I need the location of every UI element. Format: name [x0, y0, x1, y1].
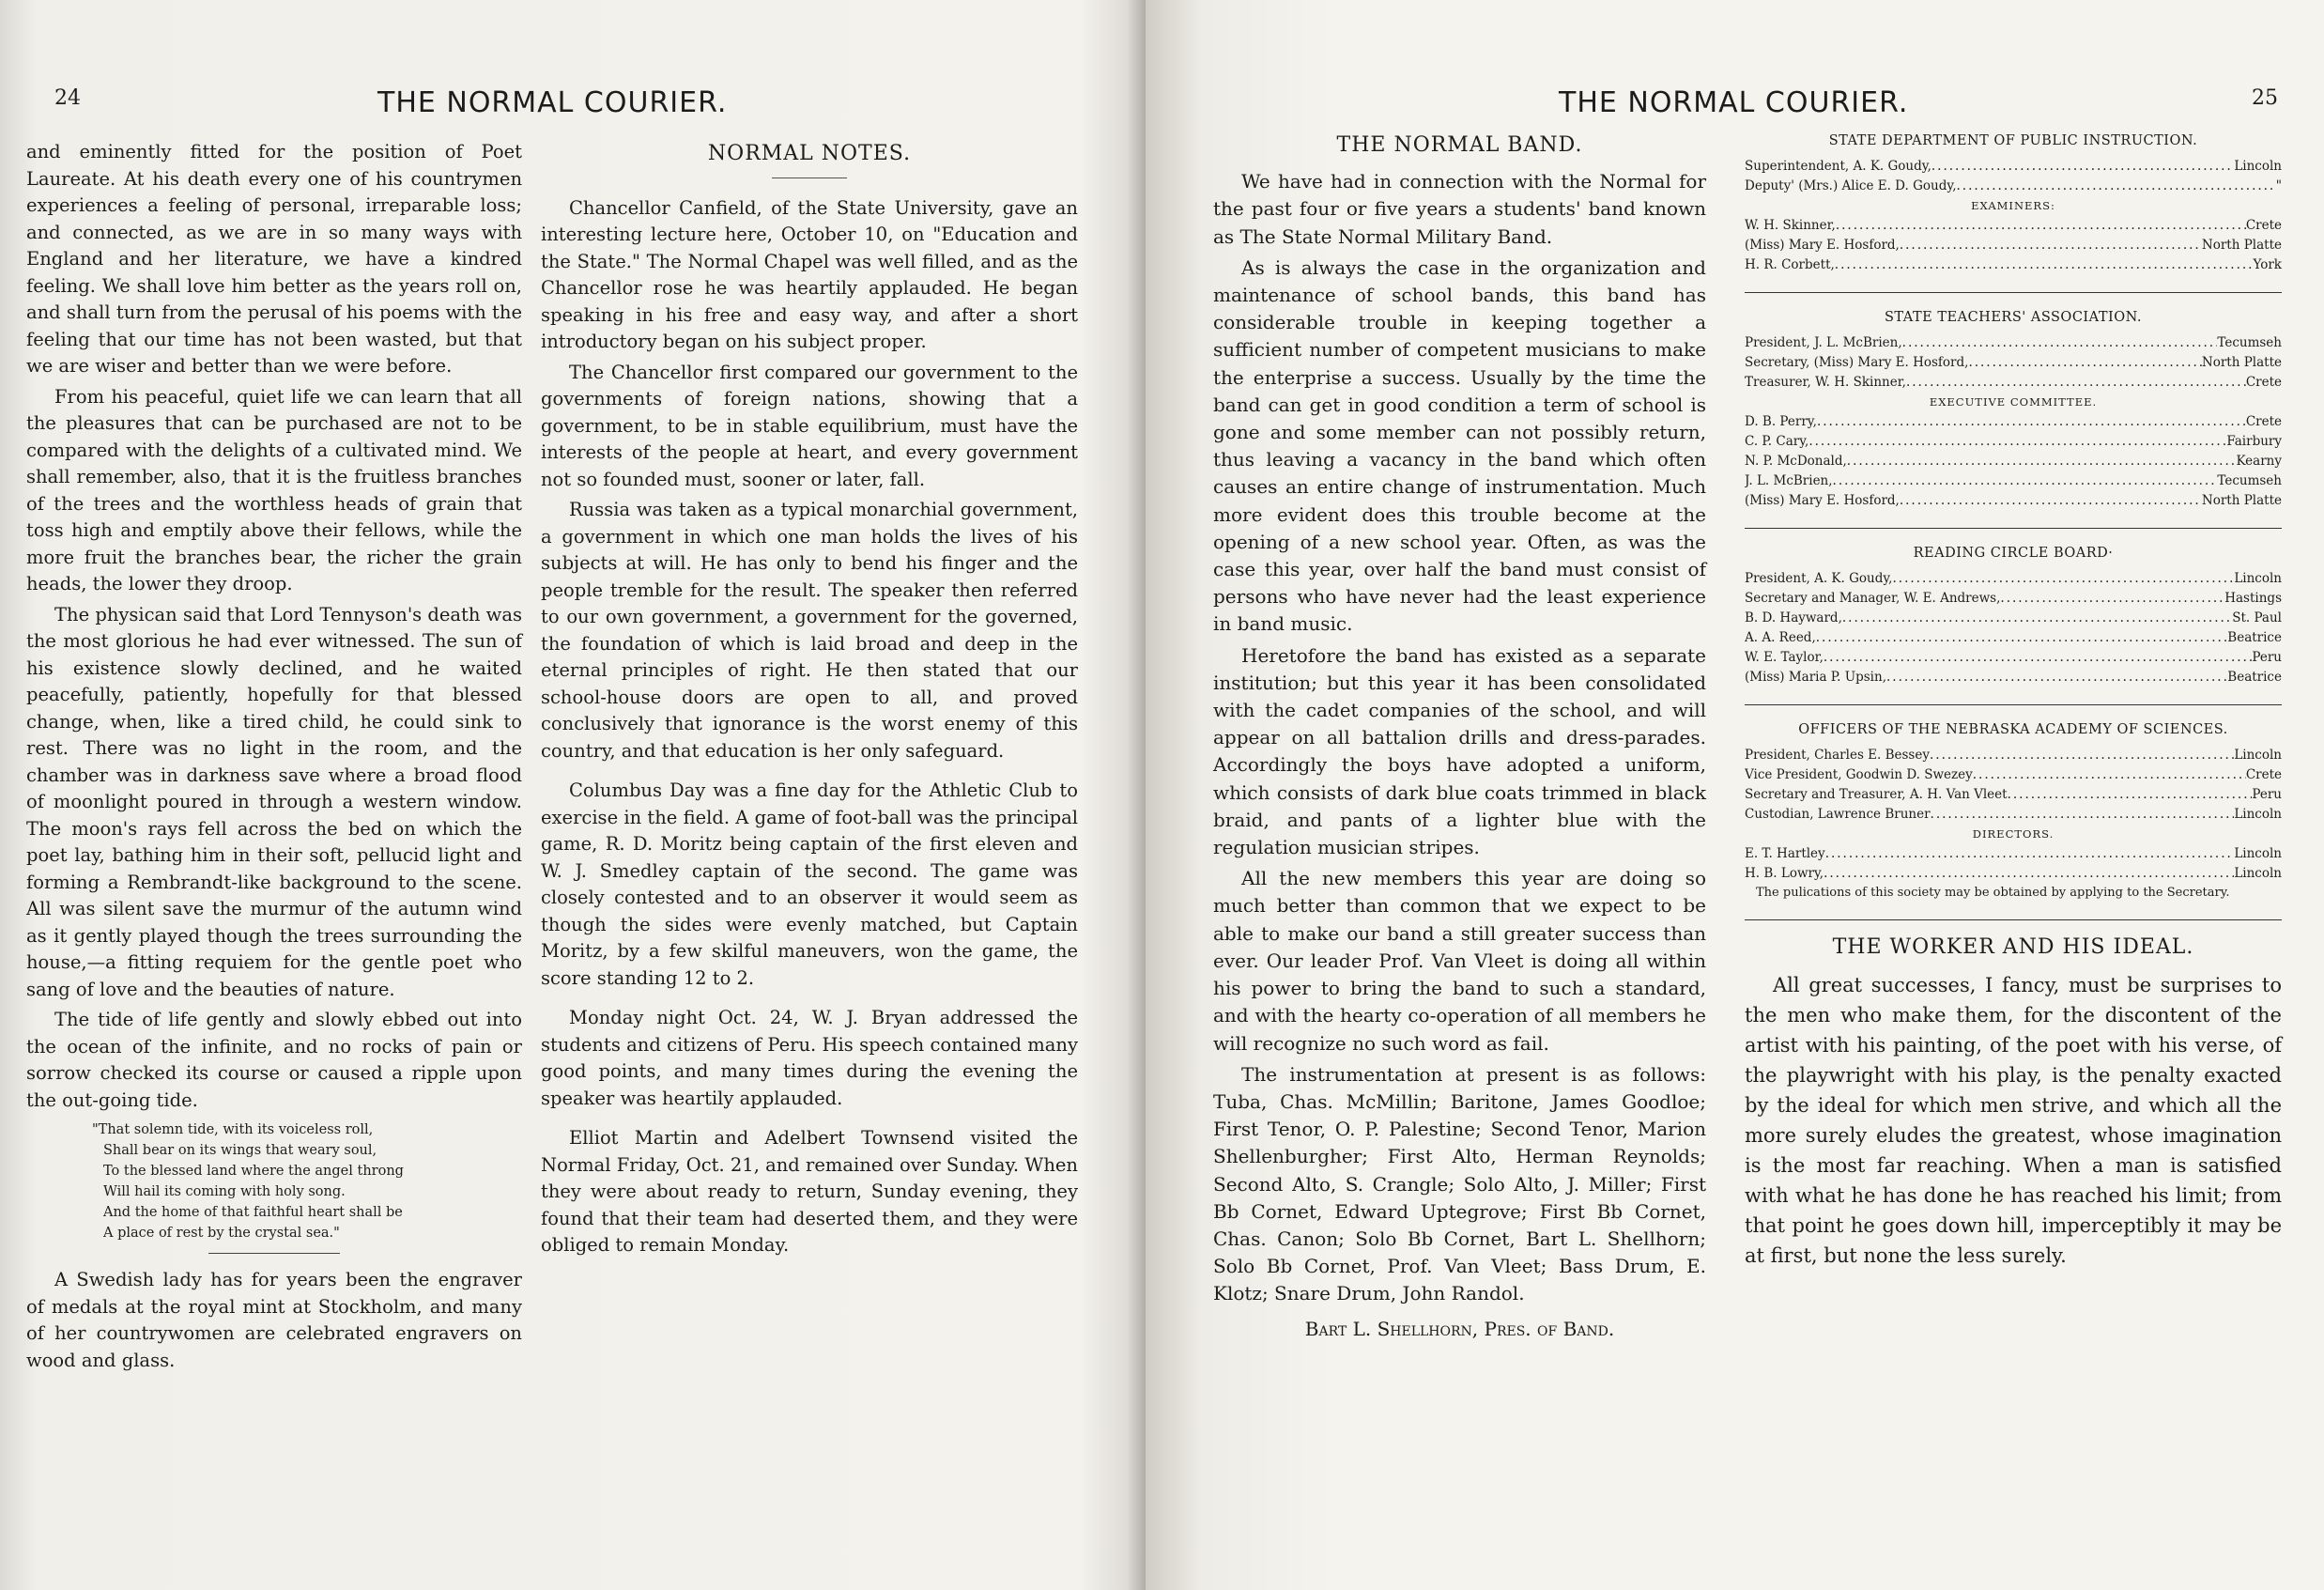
paragraph: The physican said that Lord Tennyson's death was the most glorious he had ever witnessed. The sun of his existence slowly declined, and he waited peacefully, patiently, hopefully for that blessed change, when, like a tired child, he could sink to rest. There was no light in the room, and the chamber was in darkness save where a broad flood of moonlight poured in through a western window. The moon's rays fell across the bed on which the poet lay, bathing him in their soft, pellucid light and forming a Rembrandt-like background to the scene. All was silent save the murmur of the autumn wind as it gently played though the trees surrounding the house,—a fitting requiem for the gentle poet who sang of love and the beauties of nature. — [26, 603, 522, 1000]
directory-row: Secretary and Treasurer, A. H. Van Vleet ..... Peru — [1745, 785, 2282, 805]
paragraph: All great successes, I fancy, must be surprises to the men who make them, for the discontent of the artist with his painting, of the poet with his verse, of the playwright with his play, is the penalty exacted by the ideal for which men strive, and which all the more surely eludes the greatest, whose imagination is the most far reaching. When a man is satisfied with what he has done he has reached his limit; from that point he goes down hill, imperceptibly it may be at first, but none the less surely. — [1745, 974, 2282, 1267]
poem — [26, 1119, 522, 1243]
paragraph: As is always the case in the organization and maintenance of school bands, this band has considerable trouble in keeping together a sufficient number of competent musicians to make the enterprise a success. Usually by the time the band can get in good condition a term of school is gone and some member can not possibly return, thus leaving a vacancy in the band which often causes an entire change of instrumentation. Much more evident does this trouble become at the opening of a new school year. Often, as was the case this year, over half the band must consist of persons who have never had the least experience in band music. — [1213, 255, 1706, 636]
paragraph: All the new members this year are doing so much better than common that we expect to be able to make our band a still greater success than ever. Our leader Prof. Van Vleet is doing all within his power to bring the band to such a standard, and with the hearty co-operation of all members he will recognize no such word as fail. — [1213, 867, 1706, 1055]
directory-row: Custodian, Lawrence Bruner ..... Lincoln — [1745, 805, 2282, 825]
right-column — [1745, 131, 2282, 1271]
directory-row: President, A. K. Goudy, ..... Lincoln — [1745, 569, 2282, 589]
section-title: NORMAL NOTES. — [707, 142, 912, 165]
directory-row: B. D. Hayward, ..... St. Paul — [1745, 609, 2282, 628]
block-title: OFFICERS OF THE NEBRASKA ACADEMY OF SCIENCES. — [1798, 722, 2228, 737]
directory-row: W. H. Skinner, ..... Crete — [1745, 216, 2282, 236]
signature: Bart L. Shellhorn, Pres. of Band. — [1304, 1317, 1615, 1340]
worker-article — [1745, 970, 2282, 1271]
page-header: THE NORMAL COURIER. — [377, 86, 728, 119]
divider — [1745, 292, 2282, 293]
directory-row: C. P. Cary, ..... Fairbury — [1745, 432, 2282, 452]
paragraph: Columbus Day was a fine day for the Athletic Club to exercise in the field. A game of foot-ball was the principal game, R. D. Moritz being captain of the first eleven and W. J. Smedley captain of the second. The game was closely contested and to an observer it would seem as though the sides were evenly matched, but Captain Moritz, by a few skilful maneuvers, won the game, the score standing 12 to 2. — [541, 780, 1078, 989]
directory-row: N. P. McDonald, ..... Kearny — [1745, 452, 2282, 471]
directory-row: H. B. Lowry, ..... Lincoln — [1745, 864, 2282, 884]
paragraph: Monday night Oct. 24, W. J. Bryan addressed the students and citizens of Peru. His speech contained many good points, and many times during the evening the speaker was heartily applauded. — [541, 1007, 1078, 1109]
directory-row: Superintendent, A. K. Goudy, ..... Lincoln — [1745, 157, 2282, 177]
paragraph: From his peaceful, quiet life we can learn that all the pleasures that can be purchased are not to be compared with the delights of a cultivated mind. We shall remember, also, that it is the fruitless branches of the trees and the worthless heads of grain that toss high and emptily above their fellows, while the more fruit the branches bear, the richer the grain heads, the lower they droop. — [26, 385, 522, 594]
left-page — [0, 0, 1146, 1590]
poem-line: Shall bear on its wings that weary soul, — [103, 1143, 377, 1158]
right-page — [1146, 0, 2324, 1590]
normal-band-column — [1213, 131, 1706, 1343]
directory-row: (Miss) Maria P. Upsin, ..... Beatrice — [1745, 668, 2282, 687]
block-title: READING CIRCLE BOARD· — [1913, 546, 2114, 561]
directory-row: A. A. Reed, ..... Beatrice — [1745, 628, 2282, 648]
paragraph: We have had in connection with the Normal for the past four or five years a students' band known as The State Normal Military Band. — [1213, 170, 1706, 248]
directory-row: D. B. Perry, ..... Crete — [1745, 412, 2282, 432]
divider — [1745, 528, 2282, 529]
directory-row: Vice President, Goodwin D. Swezey ..... Crete — [1745, 765, 2282, 785]
paragraph: Chancellor Canfield, of the State University, gave an interesting lecture here, October 10, on "Education and the State." The Normal Chapel was well filled, and as the Chancellor rose he was heartily applauded. He began speaking in his free and easy way, and after a short introductory began on his subject proper. — [541, 196, 1078, 352]
reading-circle-block — [1745, 544, 2282, 687]
directory-row: Deputy' (Mrs.) Alice E. D. Goudy, ..... " — [1745, 177, 2282, 196]
directory-row: President, Charles E. Bessey ..... Lincoln — [1745, 746, 2282, 765]
directory-row: W. E. Taylor, ..... Peru — [1745, 648, 2282, 668]
directory-row: J. L. McBrien, ..... Tecumseh — [1745, 471, 2282, 491]
block-title: STATE TEACHERS' ASSOCIATION. — [1885, 310, 2142, 325]
directory-row: E. T. Hartley ..... Lincoln — [1745, 844, 2282, 864]
directory — [1745, 131, 2282, 920]
divider — [208, 1253, 340, 1254]
divider — [1745, 919, 2282, 920]
paragraph: Russia was taken as a typical monarchial government, a government in which one man holds the lives of his subjects at will. He has only to bend his finger and the people tremble for the result. The speaker then referred to our own government, a government for the governed, the foundation of which is laid broad and deep in the eternal principles of right. He then stated that our school-house doors are open to all, and proved conclusively that ignorance is the worst enemy of this country, and that education is her only safeguard. — [541, 499, 1078, 762]
paragraph: The Chancellor first compared our government to the governments of foreign nations, showing that a government, to be in stable equilibrium, must have the interests of the people at heart, and every government not so founded must, sooner or later, fall. — [541, 361, 1078, 490]
paragraph: A Swedish lady has for years been the engraver of medals at the royal mint at Stockholm, and many of her countrywomen are celebrated engravers on wood and glass. — [26, 1269, 522, 1371]
paragraph: and eminently fitted for the position of Poet Laureate. At his death every one of his countrymen experiences a feeling of personal, irreparable loss; and connected, as we are in so many ways with England and her literature, we have a kindred feeling. We shall love him better as the years roll on, and shall turn from the perusal of his poems with the feeling that our time has not been wasted, but that we are wiser and better than we were before. — [26, 141, 522, 377]
poem-line: To the blessed land where the angel throng — [103, 1164, 404, 1179]
block-subtitle: EXECUTIVE COMMITTEE. — [1929, 395, 2098, 409]
paragraph: Elliot Martin and Adelbert Townsend visited the Normal Friday, Oct. 21, and remained over Sunday. When they were about ready to return, Sunday evening, they found that their team had deserted them, and they were obliged to remain Monday. — [541, 1127, 1078, 1256]
directory-row: Secretary and Manager, W. E. Andrews, ..... Hastings — [1745, 589, 2282, 609]
tennyson-column — [26, 139, 522, 1378]
page-header: THE NORMAL COURIER. — [1559, 86, 1909, 119]
academy-block — [1745, 720, 2282, 903]
section-title: THE NORMAL BAND. — [1336, 133, 1583, 157]
paragraph: Heretofore the band has existed as a separate institution; but this year it has been consolidated with the cadet companies of the school, and will appear on all battalion drills and dress-parades. Accordingly the boys have adopted a uniform, which consists of dark blue coats trimmed in black braid, and pants of a lighter blue with the regulation musician stripes. — [1213, 643, 1706, 859]
directory-row: (Miss) Mary E. Hosford, ..... North Platte — [1745, 491, 2282, 511]
poem-line: And the home of that faithful heart shall be — [103, 1205, 403, 1220]
block-title: STATE DEPARTMENT OF PUBLIC INSTRUCTION. — [1828, 133, 2198, 148]
block-subtitle: EXAMINERS: — [1971, 199, 2055, 212]
teachers-association-block — [1745, 308, 2282, 511]
poem-line: A place of rest by the crystal sea." — [103, 1226, 340, 1241]
paragraph: The tide of life gently and slowly ebbed out into the ocean of the infinite, and no rocks of pain or sorrow checked its course or caused a ripple upon the out-going tide. — [26, 1009, 522, 1111]
directory-row: Secretary, (Miss) Mary E. Hosford, ..... North Platte — [1745, 353, 2282, 373]
directory-row: (Miss) Mary E. Hosford, ..... North Platte — [1745, 236, 2282, 255]
page-number: 24 — [54, 86, 81, 110]
directory-row: President, J. L. McBrien, ..... Tecumseh — [1745, 333, 2282, 353]
academy-note: The pulications of this society may be obtained by applying to the Secretary. — [1756, 886, 2230, 900]
directory-row: Treasurer, W. H. Skinner, ..... Crete — [1745, 373, 2282, 393]
normal-notes-column — [541, 141, 1078, 1263]
page-number: 25 — [2252, 86, 2278, 110]
divider — [1745, 704, 2282, 705]
section-title: THE WORKER AND HIS IDEAL. — [1832, 935, 2194, 959]
block-subtitle: DIRECTORS. — [1972, 827, 2055, 841]
poem-line: Will hail its coming with holy song. — [103, 1184, 346, 1199]
state-department-block — [1745, 131, 2282, 275]
poem-line: "That solemn tide, with its voiceless roll, — [92, 1122, 374, 1137]
paragraph: The instrumentation at present is as follows: Tuba, Chas. McMillin; Baritone, James Goodloe; First Tenor, O. P. Palestine; Second Tenor, Marion Shellenburgher; First Alto, Herman Reynolds; Second Alto, S. Crangle; Solo Alto, J. Miller; First Bb Cornet, Edward Uptegrove; First Bb Cornet, Chas. Canon; Solo Bb Cornet, Bart L. Shellhorn; Solo Bb Cornet, Prof. Van Vleet; Bass Drum, E. Klotz; Snare Drum, John Randol. — [1213, 1062, 1706, 1305]
directory-row: H. R. Corbett, ..... York — [1745, 255, 2282, 275]
